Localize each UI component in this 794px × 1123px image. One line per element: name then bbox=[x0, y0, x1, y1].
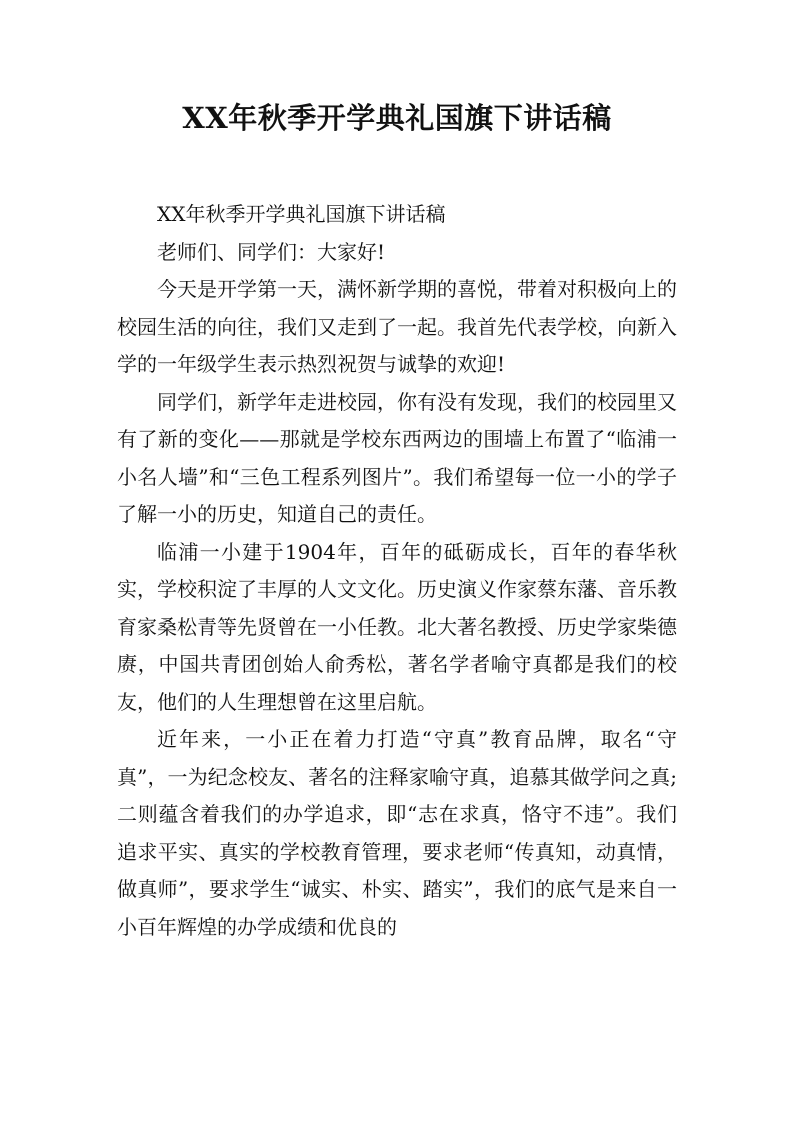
paragraph-greeting: 老师们、同学们：大家好! bbox=[157, 239, 386, 264]
paragraph-school-history: 临浦一小建于1904年，百年的砥砺成长，百年的春华秋实，学校积淀了丰厚的人文文化。历史演义作家蔡东藩、音乐教育家桑松青等先贤曾在一小任教。北大著名教授、历史学家柴德赓，中国共青团创始人俞秀松，著名学者喻守真都是我们的校友，他们的人生理想曾在这里启航。 bbox=[117, 539, 677, 714]
paragraph-heading-repeat: XX年秋季开学典礼国旗下讲话稿 bbox=[157, 202, 446, 226]
document-body bbox=[117, 196, 677, 946]
paragraph-welcome: 今天是开学第一天，满怀新学期的喜悦，带着对积极向上的校园生活的向往，我们又走到了一起。我首先代表学校，向新入学的一年级学生表示热烈祝贺与诚挚的欢迎! bbox=[117, 277, 677, 376]
paragraph-education-brand: 近年来，一小正在着力打造“守真”教育品牌，取名“守真”，一为纪念校友、著名的注释家喻守真，追慕其做学问之真;二则蕴含着我们的办学追求，即“志在求真，恪守不违”。我们追求平实、真实的学校教育管理，要求老师“传真知，动真情，做真师”，要求学生“诚实、朴实、踏实”，我们的底气是来自一小百年辉煌的办学成绩和优良的 bbox=[117, 727, 677, 939]
paragraph-campus-changes: 同学们，新学年走进校园，你有没有发现，我们的校园里又有了新的变化——那就是学校东西两边的围墙上布置了“临浦一小名人墙”和“三色工程系列图片”。我们希望每一位一小的学子了解一小的历史，知道自己的责任。 bbox=[117, 389, 677, 526]
document-title: XX年秋季开学典礼国旗下讲话稿 bbox=[182, 101, 612, 135]
